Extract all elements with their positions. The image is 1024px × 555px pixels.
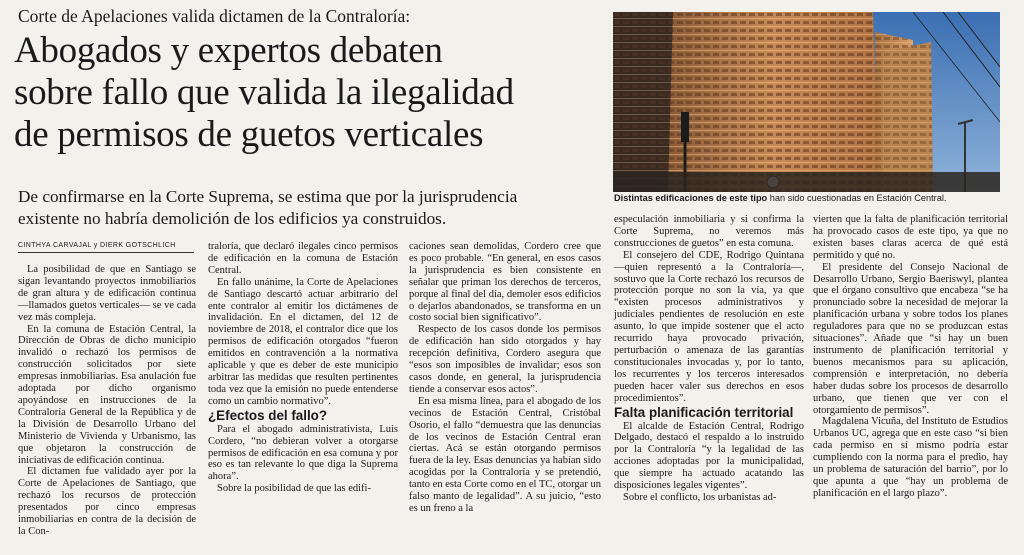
article-headline [14, 30, 594, 156]
section-subhead: ¿Efectos del fallo? [208, 407, 328, 423]
text-column-3 [409, 241, 601, 515]
paragraph: El alcalde de Estación Central, Rodrigo Delgado, destacó el respaldo a lo instruido por la Contraloría “y la legalidad de las acciones adoptadas por la municipalidad, que siempre ha actuado acatando las disposiciones legales vigentes”. [614, 420, 804, 492]
deck-line: existente no habría demolición de los edificios ya construidos. [18, 209, 447, 228]
deck-line: De confirmarse en la Corte Suprema, se estima que por la jurisprudencia [18, 187, 518, 206]
paragraph: vierten que la falta de planificación territorial ha provocado casos de este tipo, ya que no existen bases claras acerca de qué está permitido y qué no. [813, 214, 1008, 261]
paragraph: El consejero del CDE, Rodrigo Quintana —quien representó a la Contraloría—, sostuvo que la Corte rechazó los recursos de protección porque no son la vía, ya que “existen procesos administrativos y judiciales pendientes de resolución en este asunto, lo que impide sostener que el acto recurrido haya provocado privación, perturbación o amenaza de las garantías constitucionales invocadas y, por lo tanto, los recurrentes y los terceros interesados pueden hacer valer sus derechos en esos procedimientos”. [614, 249, 804, 404]
buildings-photo-illustration [613, 12, 1000, 192]
paragraph: Respecto de los casos donde los permisos de edificación han sido otorgados y hay recepción definitiva, Cordero asegura que “esos son imposibles de invalidar; esos son casos donde, en general, la jurisprudencia tiende a conservar esos actos”. [409, 324, 601, 395]
paragraph: Para el abogado administrativista, Luis Cordero, “no debieran volver a otorgarse permisos de edificación en esa comuna y por eso es tan relevante lo que diga la Suprema ahora”. [208, 423, 398, 483]
caption-bold: Distintas edificaciones de este tipo [614, 193, 768, 203]
byline: CINTHYA CARVAJAL y DIERK GOTSCHLICH [18, 242, 176, 249]
paragraph: Magdalena Vicuña, del Instituto de Estudios Urbanos UC, agrega que en este caso “si bien cada permiso en sí mismo podría estar cumpliendo con la norma para el predio, hay un problema de saturación del barrio”, por lo que apunta a que “hay un problema de planificación en el largo plazo”. [813, 416, 1008, 499]
paragraph: Sobre la posibilidad de que las edifi- [217, 483, 371, 495]
article-photo [613, 12, 1000, 192]
paragraph: En fallo unánime, la Corte de Apelaciones de Santiago descartó actuar arbitrario del ente contralor al emitir los dictámenes de invalidación. En el dictamen, del 12 de noviembre de 2018, el contralor dice que los permisos de edificación otorgados “fueron emitidos en contravención a la normativa aplicable y que es deber de este municipio arbitrar las medidas que resulten pertinentes toda vez que la emisión no puede entenderse como un cambio normativo”. [208, 276, 398, 407]
text-column-2 [208, 241, 398, 495]
headline-line: Abogados y expertos debaten [14, 30, 443, 71]
paragraph: caciones sean demolidas, Cordero cree que es poco probable. “En general, en esos casos la jurisprudencia es bien consistente en señalar que priman los derechos de terceros, porque al final del día, demoler esos edificios o dejarlos abandonados, se transforma en un costo social bien significativo”. [409, 241, 601, 324]
article-deck [18, 186, 608, 230]
paragraph: Sobre el conflicto, los urbanistas ad- [623, 491, 777, 503]
paragraph: En esa misma línea, para el abogado de los vecinos de Estación Central, Cristóbal Osorio, el fallo “demuestra que las denuncias de los vecinos de Estación Central eran ciertas. Acá se están otorgando permisos fuera de la ley. Esas denuncias ya habían sido acogidas por la Contraloría y se pretendió, tanto en esta Corte como en el TC, otorgar un falso manto de legalidad”. A su juicio, “esto es un freno a la [409, 395, 601, 514]
text-column-5 [813, 214, 1008, 500]
paragraph: La posibilidad de que en Santiago se sigan levantando proyectos inmobiliarios de gran altura y de edificación continua —llamados guetos verticales— se ve cada vez más compleja. [18, 264, 196, 323]
headline-line: de permisos de guetos verticales [14, 114, 484, 155]
paragraph: traloría, que declaró ilegales cinco permisos de edificación en la comuna de Estación Central. [208, 241, 398, 276]
section-subhead: Falta planificación territorial [614, 404, 794, 420]
text-column-4 [614, 214, 804, 504]
paragraph: El presidente del Consejo Nacional de Desarrollo Urbano, Sergio Baeriswyl, plantea que el órgano consultivo que encabeza “se ha pronunciado sobre la necesidad de mejorar la planificación urbana y sobre todos los planes reguladores para que no se produzcan estas situaciones”. Añade que “si hay un buen instrumento de planificación territorial y buenos mecanismos para su aplicación, comprensión e interpretación, no debería haber dudas sobre los procesos de desarrollo urbano, que tienen que ver con el otorgamiento de permisos”. [813, 261, 1008, 416]
paragraph: En la comuna de Estación Central, la Dirección de Obras de dicho municipio invalidó o rechazó los permisos de construcción solicitados por siete empresas inmobiliarias. Esa anulación fue adoptada por dicho organismo apoyándose en instrucciones de la Contraloría General de la República y de la División de Desarrollo Urbano del Ministerio de Vivienda y Urbanismo, las que objetaron la construcción de iniciativas de edificación continua. [18, 323, 196, 466]
caption-rest: han sido cuestionadas en Estación Central. [767, 193, 947, 203]
byline-rule [18, 252, 194, 253]
text-column-1 [18, 264, 196, 538]
photo-caption [614, 193, 1014, 203]
headline-line: sobre fallo que valida la ilegalidad [14, 72, 514, 113]
paragraph: El dictamen fue validado ayer por la Corte de Apelaciones de Santiago, que rechazó los recursos de protección presentados por cinco empresas inmobiliarias en contra de la decisión de la Con- [18, 466, 196, 537]
paragraph: especulación inmobiliaria y si confirma la Corte Suprema, no veremos más construcciones de guetos” en esta comuna. [614, 214, 804, 249]
article-kicker: Corte de Apelaciones valida dictamen de la Contraloría: [18, 6, 411, 26]
